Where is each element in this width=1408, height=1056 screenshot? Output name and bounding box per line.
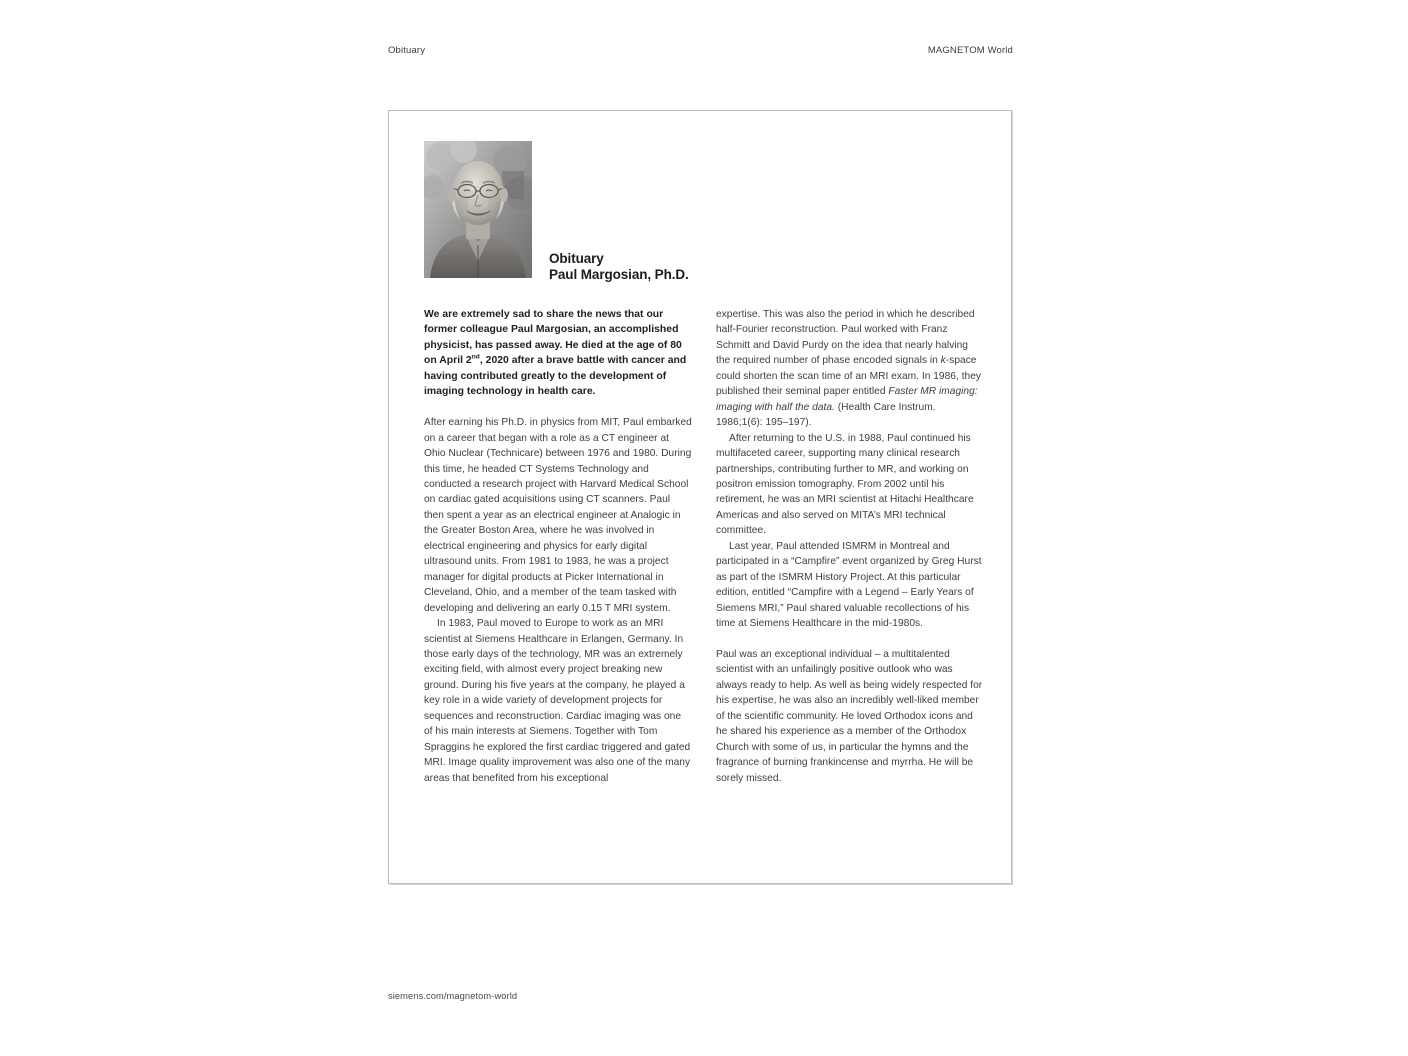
headline-name: Paul Margosian, Ph.D. — [549, 266, 689, 282]
article-headline — [549, 251, 879, 282]
paragraph-europe-siemens: In 1983, Paul moved to Europe to work as an MRI scientist at Siemens Healthcare in Erlangen, Germany. In those early days of the technology, MR was an extremely exciting field, with almost every project breaking new ground. During his five years at the company, he played a key role in a wide variety of development projects for sequences and reconstruction. Cardiac imaging was one of his main interests at Siemens. Together with Tom Spraggins he explored the first cardiac triggered and gated MRI. Image quality improvement was also one of the many areas that benefited from his exceptional — [424, 618, 691, 784]
half-fourier-text-a: expertise. This was also the period in which he described half-Fourier reconstruction. Paul worked with Franz Schmitt and David Purdy on the idea that nearly halving the required number of phase encoded signals in — [716, 309, 975, 367]
paper-citation: (Health Care Instrum. 1986;1(6): 195–197). — [716, 401, 936, 429]
portrait-photo-image — [424, 141, 532, 278]
lead-paragraph — [424, 307, 692, 400]
running-head — [388, 45, 1013, 56]
paragraph-ismrm-campfire: Last year, Paul attended ISMRM in Montreal and participated in a “Campfire” event organized by Greg Hurst as part of the ISMRM History Project. At this particular edition, entitled “Campfire with a Legend – Early Years of Siemens MRI,” Paul shared valuable recollections of his time at Siemens Healthcare in the mid-1980s. — [716, 540, 982, 630]
k-space-italic: k — [940, 355, 946, 367]
paper-title-italic: Faster MR imaging: imaging with half the data. — [716, 386, 978, 413]
body-columns — [424, 307, 984, 786]
lead-text-b: , 2020 after a brave battle with cancer and having contributed greatly to the development of imaging technology in health care. — [424, 355, 687, 398]
right-column — [716, 307, 984, 786]
lead-ordinal-suffix: nd — [471, 353, 480, 361]
lead-text-a: We are extremely sad to share the news that our former colleague Paul Margosian, an accomplished physicist, has passed away. He died at the age of 80 on April 2 — [424, 309, 682, 367]
paragraph-tribute: Paul was an exceptional individual – a multitalented scientist with an unfailingly positive outlook who was always ready to help. As well as being widely respected for his expertise, he was also an incredibly well-liked member of the scientific community. He loved Orthodox icons and he shared his experience as a member of the Orthodox Church with some of us, in particular the hymns and the fragrance of burning frankincense and myrrha. He will be sorely missed. — [716, 648, 983, 784]
paragraph-return-us: After returning to the U.S. in 1988, Paul continued his multifaceted career, supporting many clinical research partnerships, contributing further to MR, and working on positron emission tomography. From 2002 until his retirement, he was an MRI scientist at Hitachi Healthcare Americas and also served on MITA’s MRI technical committee. — [716, 432, 974, 537]
paragraph-career-start: After earning his Ph.D. in physics from MIT, Paul embarked on a career that began with a role as a CT engineer at Ohio Nuclear (Technicare) between 1976 and 1980. During this time, he headed CT Systems Technology and conducted a research project with Harvard Medical School on cardiac gated acquisitions using CT scanners. Paul then spent a year as an electrical engineer at Analogic in the Greater Boston Area, where he was involved in electrical engineering and physics for early digital ultrasound units. From 1981 to 1983, he was a project manager for digital products at Picker International in Cleveland, Ohio, and a member of the team tasked with developing and delivering an early 0.15 T MRI system. — [424, 417, 692, 614]
page-sheet — [388, 110, 1012, 884]
running-head-right: MAGNETOM World — [927, 45, 1013, 56]
headline-kicker: Obituary — [549, 251, 604, 266]
running-head-left: Obituary — [388, 45, 426, 56]
portrait-photo — [424, 141, 532, 278]
left-column — [424, 307, 692, 786]
footer-url[interactable]: siemens.com/magnetom-world — [388, 991, 518, 1001]
half-fourier-text-b: -space could shorten the scan time of an MRI exam. In 1986, they published their seminal paper entitled — [716, 355, 982, 398]
paragraph-half-fourier — [716, 307, 984, 431]
